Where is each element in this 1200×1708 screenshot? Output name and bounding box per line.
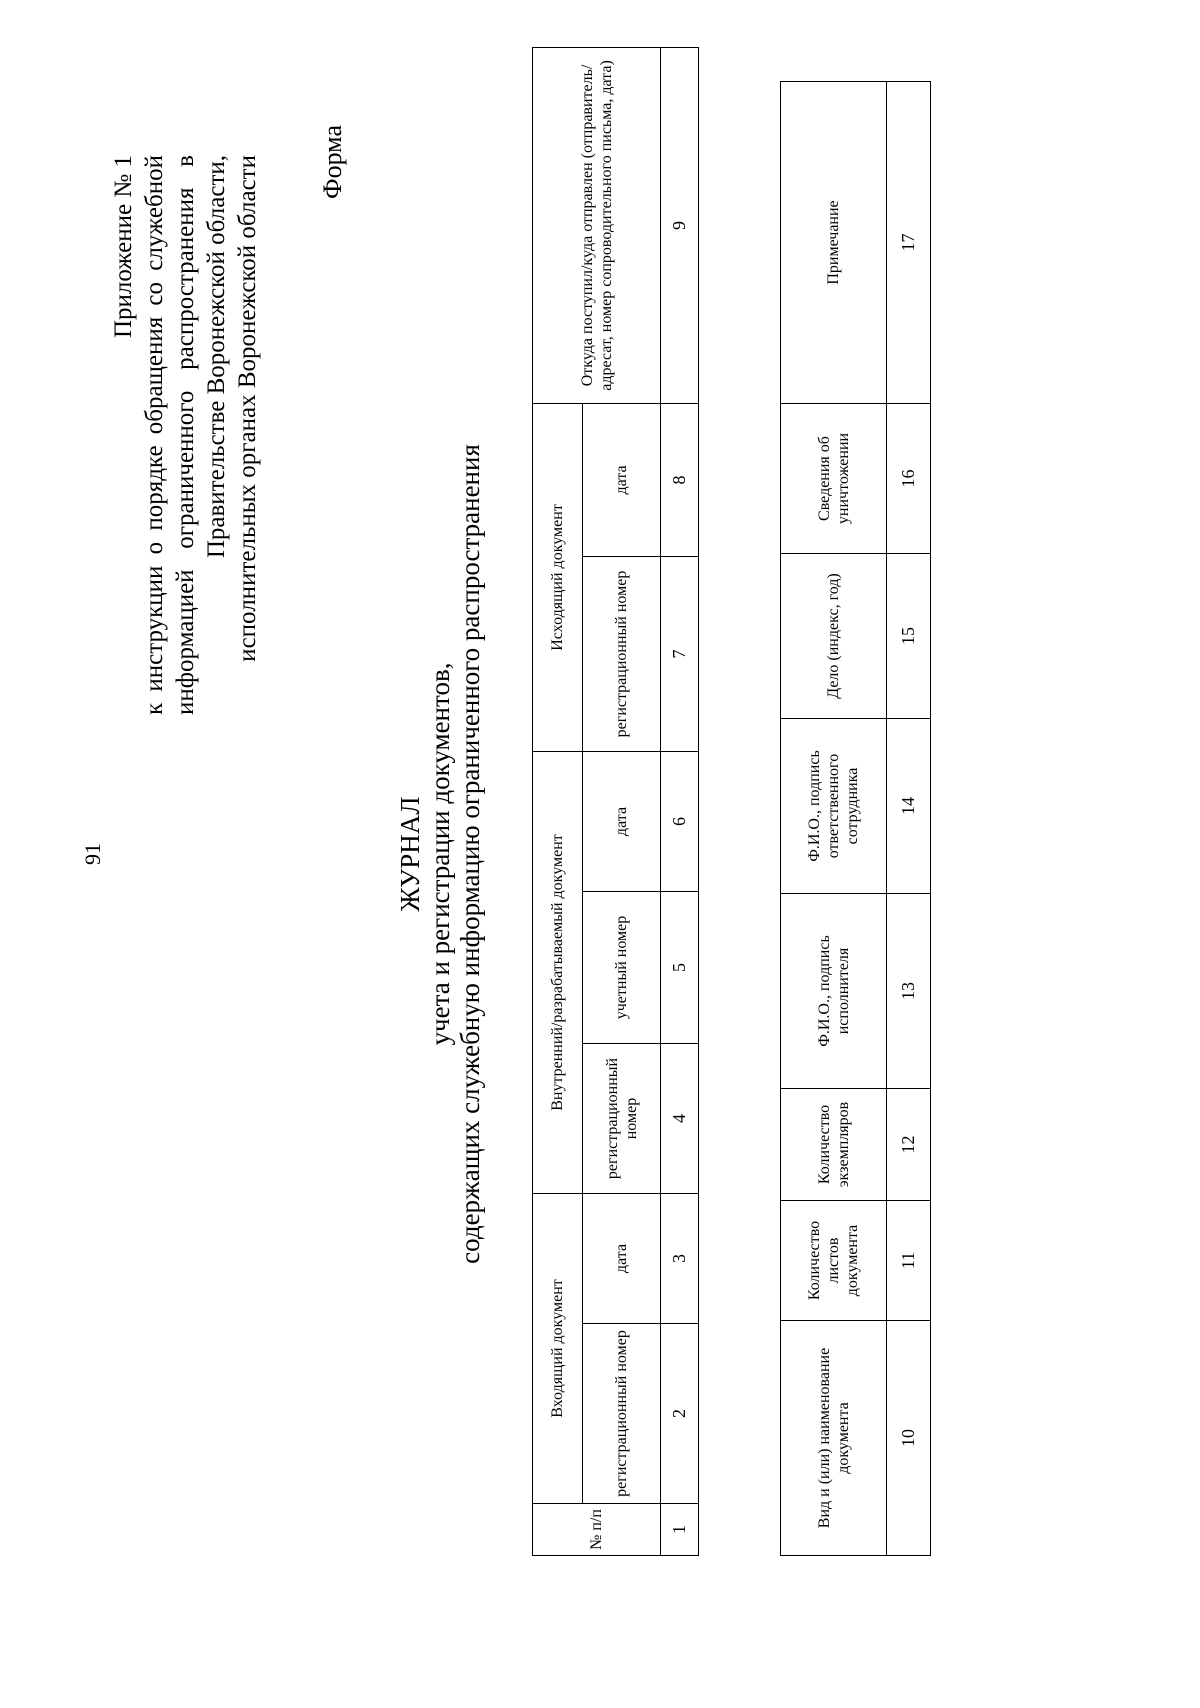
form-label: Форма bbox=[318, 125, 347, 199]
column-number-cell: 17 bbox=[887, 82, 931, 404]
column-number-cell: 9 bbox=[661, 47, 699, 403]
journal-title: ЖУРНАЛ bbox=[395, 796, 425, 912]
appendix-line-4: исполнительных органах Воронежской области bbox=[234, 155, 261, 662]
header-case: Дело (индекс, год) bbox=[781, 554, 887, 719]
header-destruction: Сведения об уничтожении bbox=[781, 404, 887, 554]
appendix-title: Приложение № 1 bbox=[110, 155, 137, 339]
column-number-cell: 10 bbox=[887, 1321, 931, 1556]
subheader-outgoing-reg: регистрационный номер bbox=[583, 556, 661, 751]
column-number-cell: 4 bbox=[661, 1044, 699, 1194]
column-number-cell: 6 bbox=[661, 751, 699, 891]
column-number-cell: 1 bbox=[661, 1504, 699, 1556]
column-number-cell: 13 bbox=[887, 894, 931, 1089]
column-number-cell: 8 bbox=[661, 403, 699, 556]
subheader-internal-date: дата bbox=[583, 751, 661, 891]
column-number-cell: 2 bbox=[661, 1324, 699, 1504]
header-responsible: Ф.И.О., подпись ответственного сотрудника bbox=[781, 719, 887, 894]
subheader-incoming-reg: регистрационный номер bbox=[583, 1324, 661, 1504]
column-number-cell: 7 bbox=[661, 556, 699, 751]
header-sheet-count: Количество листов документа bbox=[781, 1201, 887, 1321]
appendix-line-3: Правительстве Воронежской области, bbox=[203, 155, 230, 559]
column-number-cell: 14 bbox=[887, 719, 931, 894]
header-number: № п/п bbox=[533, 1504, 661, 1556]
header-origin: Откуда поступил/куда отправлен (отправитель/адресат, номер сопроводительного письма, дата) bbox=[533, 47, 661, 403]
journal-subtitle-2: содержащих служебную информацию ограниченного распространения bbox=[455, 444, 485, 1264]
column-number-cell: 15 bbox=[887, 554, 931, 719]
column-number-cell: 3 bbox=[661, 1194, 699, 1324]
column-number-cell: 5 bbox=[661, 892, 699, 1044]
column-number-cell: 12 bbox=[887, 1089, 931, 1201]
subheader-internal-reg: регистрационный номер bbox=[583, 1044, 661, 1194]
header-internal: Внутренний/разрабатываемый документ bbox=[533, 751, 583, 1193]
journal-table-bottom bbox=[780, 81, 931, 1556]
header-copy-count: Количество экземпляров bbox=[781, 1089, 887, 1201]
header-note: Примечание bbox=[781, 82, 887, 404]
header-executor: Ф.И.О., подпись исполнителя bbox=[781, 894, 887, 1089]
subheader-incoming-date: дата bbox=[583, 1194, 661, 1324]
column-number-cell: 11 bbox=[887, 1201, 931, 1321]
header-outgoing: Исходящий документ bbox=[533, 403, 583, 751]
subheader-internal-acc: учетный номер bbox=[583, 892, 661, 1044]
journal-heading bbox=[395, 0, 485, 1708]
page-number: 91 bbox=[80, 843, 105, 865]
appendix-block bbox=[108, 155, 263, 715]
subheader-outgoing-date: дата bbox=[583, 403, 661, 556]
journal-table-top bbox=[532, 47, 699, 1556]
header-document-type: Вид и (или) наименование документа bbox=[781, 1321, 887, 1556]
appendix-line-2: информацией ограниченного распространения в bbox=[172, 155, 199, 715]
header-incoming: Входящий документ bbox=[533, 1194, 583, 1504]
journal-subtitle-1: учета и регистрации документов, bbox=[425, 662, 455, 1046]
appendix-line-1: к инструкции о порядке обращения со служебной bbox=[141, 155, 168, 715]
column-number-cell: 16 bbox=[887, 404, 931, 554]
